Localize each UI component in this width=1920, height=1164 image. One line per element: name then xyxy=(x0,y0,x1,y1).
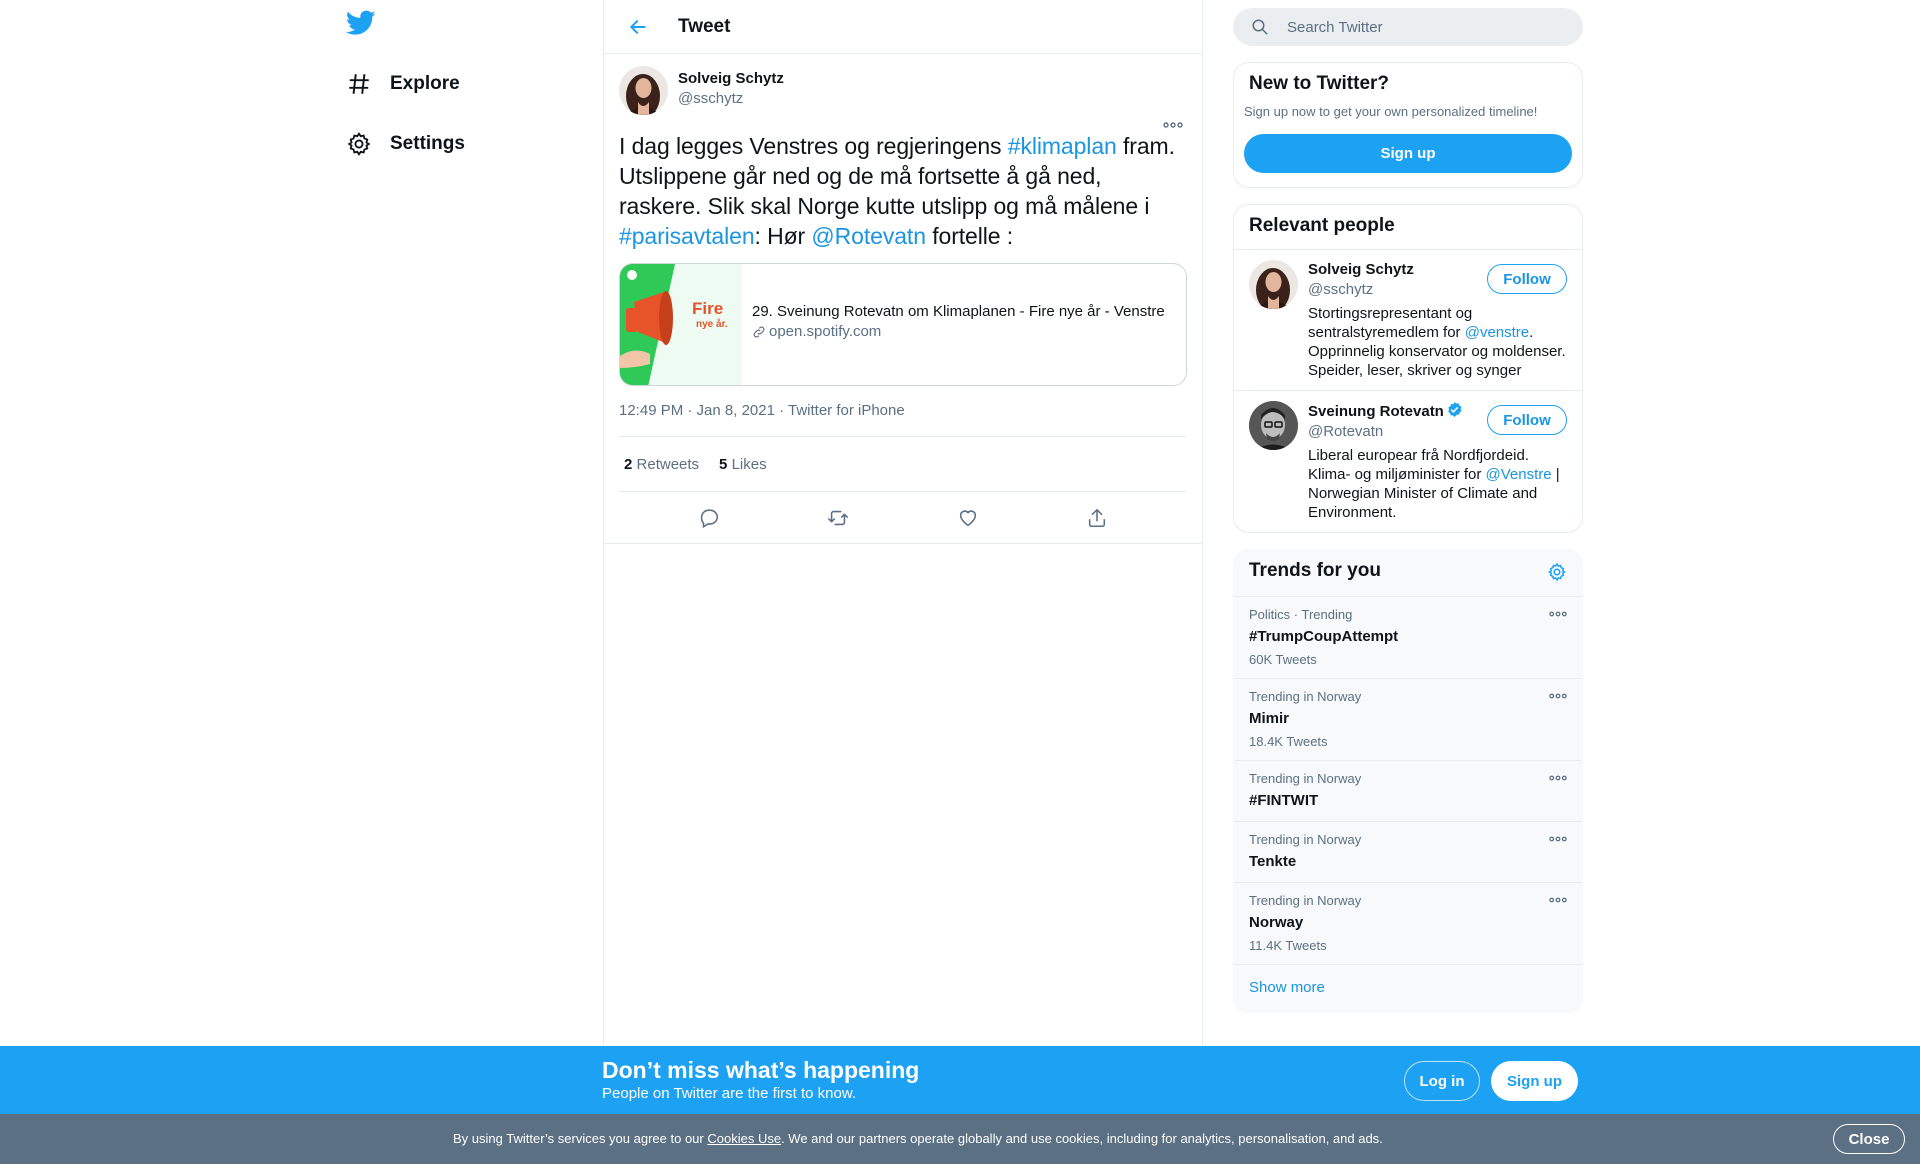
trend-context: Trending in Norway xyxy=(1249,832,1362,847)
reply-icon[interactable] xyxy=(691,500,727,536)
tweet-actions xyxy=(604,492,1202,544)
like-heart-icon[interactable] xyxy=(950,500,986,536)
more-options-icon xyxy=(1549,611,1567,617)
trend-item[interactable] xyxy=(1234,679,1582,761)
nav-explore[interactable] xyxy=(346,62,460,106)
person-name[interactable]: Solveig Schytz xyxy=(1308,261,1414,278)
main-column xyxy=(603,0,1203,1045)
trend-item[interactable] xyxy=(1234,822,1582,883)
signup-button[interactable]: Sign up xyxy=(1491,1061,1578,1101)
close-button[interactable]: Close xyxy=(1833,1124,1905,1154)
person-bio xyxy=(1308,304,1568,380)
hashtag-icon xyxy=(346,71,372,97)
trend-context: Trending in Norway xyxy=(1249,771,1362,786)
trend-item[interactable] xyxy=(1234,761,1582,822)
trend-name: #TrumpCoupAttempt xyxy=(1249,628,1399,645)
person-handle[interactable]: @Rotevatn xyxy=(1308,423,1384,440)
trend-item[interactable] xyxy=(1234,597,1582,679)
tweet-stats xyxy=(619,437,1187,492)
sidebar-signup-button[interactable]: Sign up xyxy=(1244,134,1572,173)
cookie-bar xyxy=(0,1114,1920,1164)
gear-icon xyxy=(346,131,372,157)
card-image xyxy=(620,264,742,386)
trend-name: Tenkte xyxy=(1249,853,1297,870)
cookie-text xyxy=(453,1131,1383,1146)
new-to-twitter-box xyxy=(1233,62,1583,188)
trend-item[interactable] xyxy=(1234,883,1582,965)
column-header xyxy=(604,0,1202,54)
trend-count: 11.4K Tweets xyxy=(1249,938,1327,953)
signup-banner xyxy=(0,1046,1920,1114)
trends-title: Trends for you xyxy=(1249,560,1381,581)
retweet-icon[interactable] xyxy=(820,500,856,536)
login-button[interactable]: Log in xyxy=(1404,1061,1480,1101)
hashtag-link[interactable]: #klimaplan xyxy=(1007,133,1117,159)
tweet-text-part: : Hør xyxy=(754,223,812,249)
banner-subtitle: People on Twitter are the first to know. xyxy=(602,1085,857,1102)
relevant-people-box xyxy=(1233,204,1583,533)
author-name[interactable]: Solveig Schytz xyxy=(678,70,784,87)
trend-name: Norway xyxy=(1249,914,1304,931)
bio-text: Stortingsrepresentant og sentralstyremedlem for xyxy=(1308,305,1473,341)
tweet-author xyxy=(619,66,1187,121)
avatar[interactable] xyxy=(1249,401,1298,450)
retweets-number: 2 xyxy=(624,455,633,473)
bio-text: Liberal europear frå Nordfjordeid. Klima- og miljøminister for xyxy=(1308,447,1529,483)
card-domain-text: open.spotify.com xyxy=(769,323,882,340)
show-more-link[interactable]: Show more xyxy=(1249,979,1325,996)
trends-settings-gear-icon[interactable] xyxy=(1547,562,1567,582)
person-bio xyxy=(1308,446,1568,522)
retweets-label: Retweets xyxy=(636,455,700,473)
bio-text: . Opprinnelig konservator og moldenser. Speider, leser, skriver og synger xyxy=(1308,324,1566,379)
more-options-icon[interactable] xyxy=(1163,122,1187,134)
person-card[interactable] xyxy=(1234,250,1582,391)
more-options-icon xyxy=(1549,775,1567,781)
tweet-text-part: I dag legges Venstres og regjeringens xyxy=(619,133,1008,159)
follow-button[interactable]: Follow xyxy=(1487,405,1567,435)
trends-box xyxy=(1233,549,1583,1013)
banner-title: Don’t miss what’s happening xyxy=(602,1057,920,1083)
tweet-text-part: fortelle : xyxy=(925,223,1014,249)
back-arrow-icon[interactable] xyxy=(618,7,658,47)
right-sidebar xyxy=(1233,0,1583,1013)
verified-badge-icon xyxy=(1446,401,1463,418)
link-icon xyxy=(752,325,766,339)
card-domain xyxy=(752,322,1165,342)
trend-name: #FINTWIT xyxy=(1249,792,1319,809)
nav-explore-label: Explore xyxy=(390,73,460,94)
cookies-use-link[interactable]: Cookies Use xyxy=(707,1131,782,1146)
trend-count: 60K Tweets xyxy=(1249,652,1317,667)
trend-name: Mimir xyxy=(1249,710,1290,727)
trend-context: Trending in Norway xyxy=(1249,893,1362,908)
link-card[interactable] xyxy=(619,263,1187,386)
nav-settings[interactable] xyxy=(346,122,465,166)
author-handle[interactable]: @sschytz xyxy=(678,90,744,107)
card-title: 29. Sveinung Rotevatn om Klimaplanen - Fire nye år - Venstre xyxy=(752,303,1165,320)
bio-mention-link[interactable]: @venstre xyxy=(1464,324,1530,341)
tweet xyxy=(604,54,1202,544)
trend-context: Trending in Norway xyxy=(1249,689,1362,704)
cookie-text-part: . We and our partners operate globally and use cookies, including for analytics, personalisation, and ads. xyxy=(781,1131,1383,1146)
tweet-text xyxy=(619,131,1187,251)
relevant-people-title: Relevant people xyxy=(1249,215,1395,236)
cookie-text-part: By using Twitter’s services you agree to our xyxy=(453,1131,708,1146)
nav-settings-label: Settings xyxy=(390,133,465,154)
likes-count[interactable] xyxy=(719,456,767,473)
more-options-icon xyxy=(1549,897,1567,903)
tweet-meta: 12:49 PM · Jan 8, 2021 · Twitter for iPhone xyxy=(619,402,1187,437)
search-icon xyxy=(1251,18,1269,36)
likes-number: 5 xyxy=(719,455,728,473)
new-to-twitter-title: New to Twitter? xyxy=(1249,73,1390,94)
trend-context: Politics · Trending xyxy=(1249,607,1353,622)
card-image-text: Fire xyxy=(692,299,724,318)
twitter-bird-icon[interactable] xyxy=(346,10,378,42)
follow-button[interactable]: Follow xyxy=(1487,264,1567,294)
avatar[interactable] xyxy=(1249,260,1298,309)
person-handle[interactable]: @sschytz xyxy=(1308,281,1374,298)
new-to-twitter-text: Sign up now to get your own personalized timeline! xyxy=(1244,104,1538,119)
search-box[interactable] xyxy=(1233,8,1583,46)
more-options-icon xyxy=(1549,693,1567,699)
tweet-text-part: fram. Utslippene går ned og de må fortsette å gå ned, raskere. Slik skal Norge kutte utslipp og må målene i xyxy=(619,133,1175,219)
mention-link[interactable]: @Rotevatn xyxy=(811,223,926,249)
hashtag-link[interactable]: #parisavtalen xyxy=(619,223,755,249)
retweets-count[interactable] xyxy=(624,456,699,473)
svg-text:nye år.: nye år. xyxy=(696,319,728,330)
trend-count: 18.4K Tweets xyxy=(1249,734,1328,749)
bio-text: | Norwegian Minister of Climate and Environment. xyxy=(1308,466,1560,521)
page-title: Tweet xyxy=(678,15,731,37)
person-card[interactable] xyxy=(1234,391,1582,532)
avatar[interactable] xyxy=(619,66,668,115)
more-options-icon xyxy=(1549,836,1567,842)
search-input[interactable] xyxy=(1287,19,1537,36)
bio-mention-link[interactable]: @Venstre xyxy=(1485,466,1552,483)
person-name-text: Sveinung Rotevatn xyxy=(1308,403,1444,420)
share-icon[interactable] xyxy=(1079,500,1115,536)
likes-label: Likes xyxy=(731,455,767,473)
